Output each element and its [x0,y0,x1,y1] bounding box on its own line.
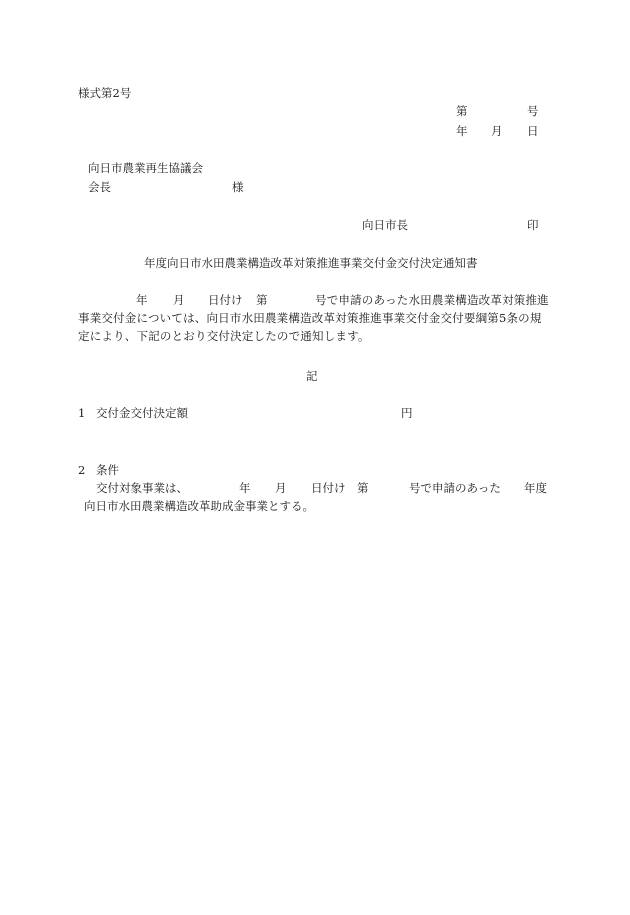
body-dai: 第 [256,293,268,307]
doc-date-year: 年 [456,124,468,138]
item2-line1-head: 交付対象事業は、 [96,481,188,495]
addressee-org: 向日市農業再生協議会 [88,161,203,175]
doc-date-day: 日 [527,124,539,138]
item2-number: 2 [78,463,86,477]
doc-number-go: 号 [527,104,539,118]
doc-number-dai: 第 [456,104,468,118]
item2-label: 条件 [96,463,119,477]
doc-date-month: 月 [491,124,503,138]
body-line3: 定により、下記のとおり交付決定したので通知します。 [78,329,370,343]
item1-label: 交付金交付決定額 [96,406,188,420]
body-line2: 事業交付金については、向日市水田農業構造改革対策推進事業交付金交付要綱第5条の規 [78,311,542,325]
document-title: 年度向日市水田農業構造改革対策推進事業交付金交付決定通知書 [144,256,478,270]
item2-nendo: 年度 [524,481,547,495]
body-hizuke: 日付け [208,293,243,307]
item2-tail: 号で申請のあった [409,481,501,495]
item2-dai: 第 [357,481,369,495]
body-year: 年 [136,293,148,307]
sender-name: 向日市長 [362,218,408,232]
addressee-honorific: 様 [232,180,244,194]
item1-number: 1 [78,406,86,420]
sender-seal: 印 [527,218,539,232]
body-month: 月 [173,293,185,307]
item2-hizuke: 日付け [311,481,346,495]
addressee-title: 会長 [88,180,111,194]
item2-line2: 向日市水田農業構造改革助成金事業とする。 [84,499,314,513]
item2-month: 月 [275,481,287,495]
form-number: 様式第2号 [78,86,132,100]
item1-unit: 円 [401,406,413,420]
body-line1-tail: 号で申請のあった水田農業構造改革対策推進 [315,293,549,307]
ki-heading: 記 [306,369,318,383]
item2-year: 年 [239,481,251,495]
